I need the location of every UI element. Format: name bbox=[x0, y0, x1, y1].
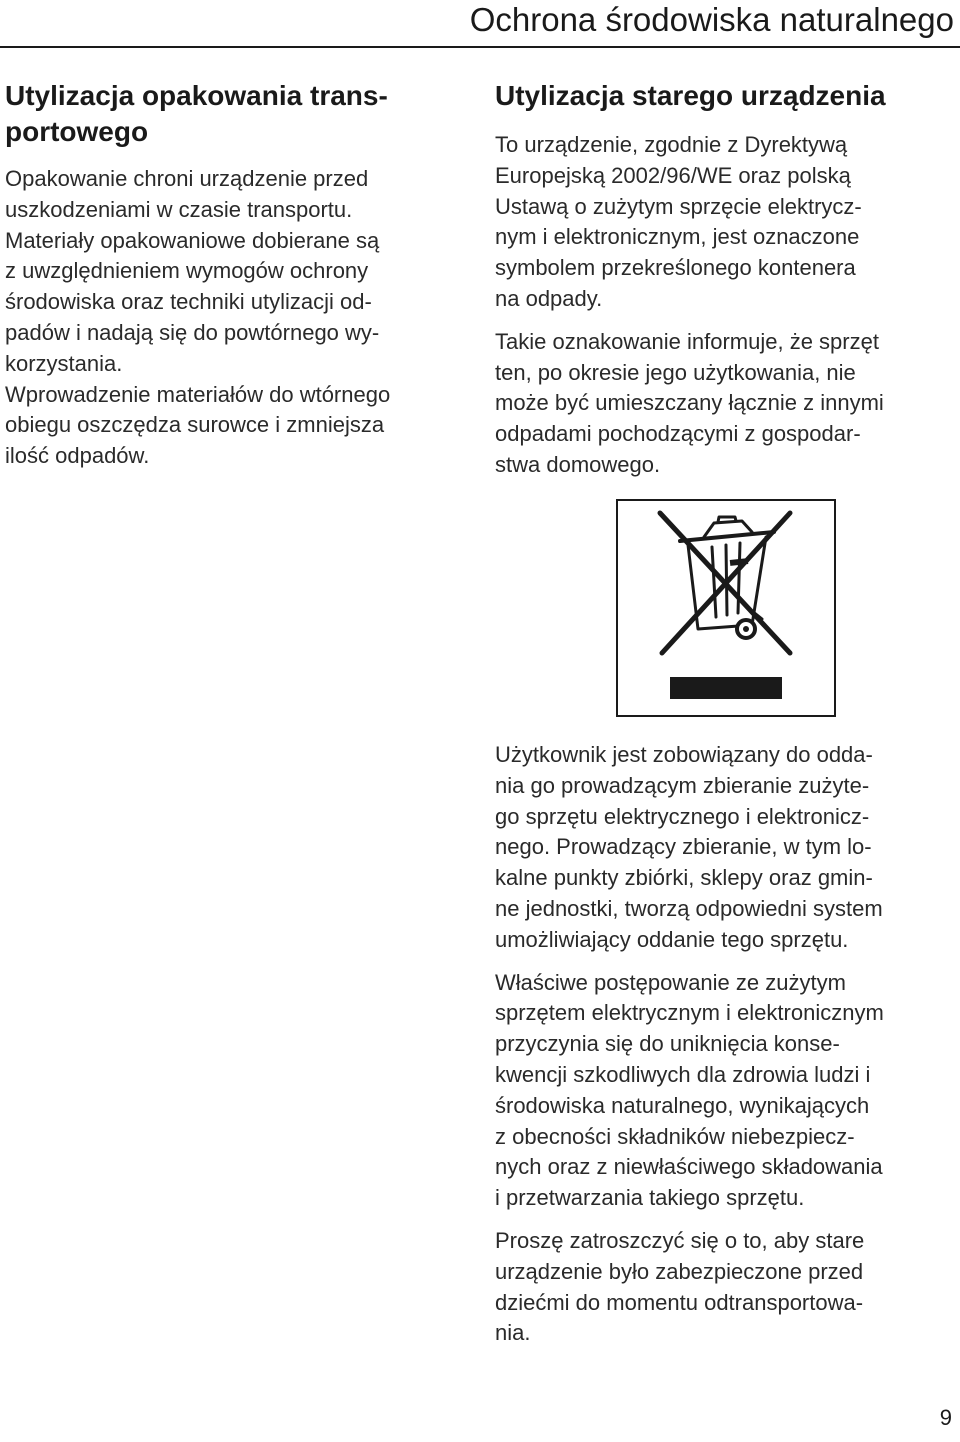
text-line: Ustawą o zużytym sprzęcie elektrycz- bbox=[495, 193, 862, 219]
old-appliance-paragraph bbox=[495, 968, 957, 1214]
text-line: kalne punkty zbiórki, sklepy oraz gmin- bbox=[495, 865, 873, 891]
text-line: Właściwe postępowanie ze zużytym bbox=[495, 969, 846, 995]
old-appliance-section bbox=[495, 78, 957, 493]
text-line: Użytkownik jest zobowiązany do odda- bbox=[495, 742, 873, 767]
text-line: Europejską 2002/96/WE oraz polską bbox=[495, 162, 851, 188]
packaging-paragraph bbox=[5, 164, 465, 472]
text-line: kwencji szkodliwych dla zdrowia ludzi i bbox=[495, 1061, 871, 1087]
text-line: sprzętem elektrycznym i elektronicznym bbox=[495, 1000, 884, 1026]
text-line: z uwzględnieniem wymogów ochrony bbox=[5, 258, 369, 284]
text-line: ne jednostki, tworzą odpowiedni system bbox=[495, 895, 883, 921]
text-line: środowiska naturalnego, wynikających bbox=[495, 1092, 870, 1118]
packaging-heading-line: portowego bbox=[5, 116, 149, 147]
old-appliance-paragraph bbox=[495, 327, 957, 481]
text-line: symbolem przekreślonego kontenera bbox=[495, 255, 856, 281]
page-title: Ochrona środowiska naturalnego bbox=[469, 1, 954, 38]
text-line: z obecności składników niebezpiecz- bbox=[495, 1123, 855, 1149]
header-divider bbox=[0, 46, 960, 48]
old-appliance-continued bbox=[495, 740, 957, 1361]
page-number: 9 bbox=[939, 1405, 952, 1430]
packaging-heading bbox=[5, 78, 465, 150]
text-line: uszkodzeniami w czasie transportu. bbox=[5, 196, 353, 222]
text-line: Wprowadzenie materiałów do wtórnego bbox=[5, 381, 391, 407]
text-line: nego. Prowadzący zbieranie, w tym lo- bbox=[495, 834, 872, 860]
text-line: odpadami pochodzącymi z gospodar- bbox=[495, 421, 861, 447]
packaging-section bbox=[5, 78, 465, 484]
text-line: dziećmi do momentu odtransportowa- bbox=[495, 1289, 864, 1315]
text-line: nym i elektronicznym, jest oznaczone bbox=[495, 224, 860, 250]
text-line: przyczynia się do uniknięcia konse- bbox=[495, 1031, 840, 1057]
old-appliance-heading: Utylizacja starego urządzenia bbox=[495, 80, 886, 111]
text-line: na odpady. bbox=[495, 285, 603, 311]
old-appliance-paragraph bbox=[495, 740, 957, 956]
text-line: Opakowanie chroni urządzenie przed bbox=[5, 166, 369, 191]
text-line: go sprzętu elektrycznego i elektronicz- bbox=[495, 803, 870, 829]
text-line: umożliwiający oddanie tego sprzętu. bbox=[495, 926, 849, 952]
text-line: To urządzenie, zgodnie z Dyrektywą bbox=[495, 132, 848, 157]
text-line: stwa domowego. bbox=[495, 451, 661, 477]
text-line: ilość odpadów. bbox=[5, 443, 150, 469]
crossed-out-wheeled-bin-icon bbox=[618, 501, 834, 715]
text-line: obiegu oszczędza surowce i zmniejsza bbox=[5, 412, 385, 438]
text-line: Takie oznakowanie informuje, że sprzęt bbox=[495, 328, 879, 354]
text-line: padów i nadają się do powtórnego wy- bbox=[5, 319, 380, 345]
text-line: Proszę zatroszczyć się o to, aby stare bbox=[495, 1227, 865, 1253]
old-appliance-paragraph bbox=[495, 1226, 957, 1349]
weee-symbol-frame bbox=[616, 499, 836, 717]
text-line: korzystania. bbox=[5, 350, 123, 376]
old-appliance-paragraph bbox=[495, 130, 957, 315]
text-line: może być umieszczany łącznie z innymi bbox=[495, 390, 884, 416]
text-line: ten, po okresie jego użytkowania, nie bbox=[495, 359, 856, 385]
text-line: i przetwarzania takiego sprzętu. bbox=[495, 1185, 805, 1211]
text-line: środowiska oraz techniki utylizacji od- bbox=[5, 289, 372, 315]
text-line: urządzenie było zabezpieczone przed bbox=[495, 1258, 864, 1284]
text-line: nych oraz z niewłaściwego składowania bbox=[495, 1154, 883, 1180]
text-line: Materiały opakowaniowe dobierane są bbox=[5, 227, 380, 253]
text-line: nia go prowadzącym zbieranie zużyte- bbox=[495, 772, 870, 798]
packaging-heading-line: Utylizacja opakowania trans- bbox=[5, 80, 388, 111]
text-line: nia. bbox=[495, 1320, 531, 1346]
